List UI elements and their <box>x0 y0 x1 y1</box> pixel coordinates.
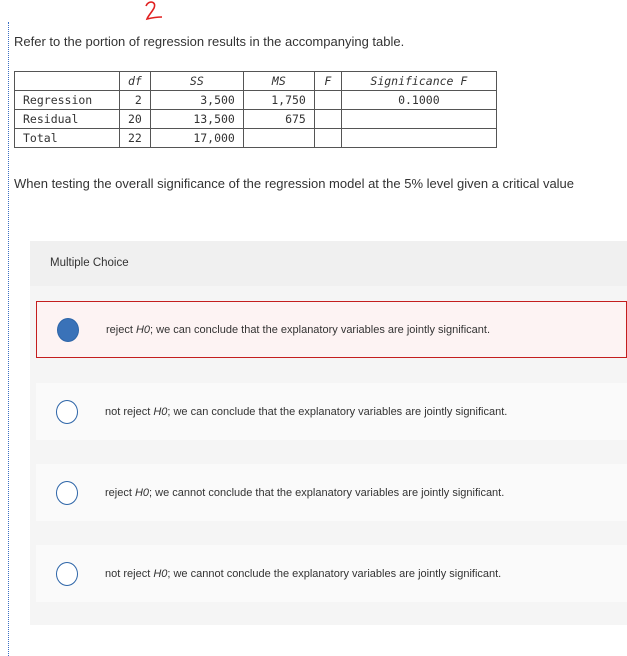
header-cell: Significance F <box>341 72 496 91</box>
choice-text <box>105 568 501 580</box>
header-cell: df <box>120 72 151 91</box>
significance-cell <box>341 110 496 129</box>
table-header-row <box>15 72 497 91</box>
choice-text <box>105 487 504 499</box>
question-prompt: Refer to the portion of regression results in the accompanying table. <box>14 34 405 49</box>
significance-cell: 0.1000 <box>341 91 496 110</box>
df-cell: 22 <box>120 129 151 148</box>
choice-text-post: ; we can conclude that the explanatory variables are jointly significant. <box>167 405 508 418</box>
table-row <box>15 91 497 110</box>
choice-option-4[interactable] <box>36 545 627 602</box>
header-cell: MS <box>243 72 314 91</box>
h0-symbol: H0 <box>153 567 168 580</box>
ms-cell <box>243 129 314 148</box>
significance-cell <box>341 129 496 148</box>
f-cell <box>314 110 341 129</box>
multiple-choice-panel <box>30 241 627 625</box>
row-label: Total <box>15 129 120 148</box>
choice-text-pre: not reject <box>105 567 154 580</box>
choice-text <box>106 324 490 336</box>
ss-cell: 13,500 <box>150 110 243 129</box>
f-cell <box>314 91 341 110</box>
choice-option-3[interactable] <box>36 464 627 521</box>
h0-symbol: H0 <box>153 405 168 418</box>
df-cell: 20 <box>120 110 151 129</box>
header-cell: SS <box>150 72 243 91</box>
choice-text-post: ; we can conclude that the explanatory variables are jointly significant. <box>150 323 490 336</box>
header-cell <box>15 72 120 91</box>
choice-text-pre: reject <box>105 486 135 499</box>
df-cell: 2 <box>120 91 151 110</box>
radio-selected-icon[interactable] <box>57 318 79 342</box>
multiple-choice-label: Multiple Choice <box>30 241 627 286</box>
f-cell <box>314 129 341 148</box>
row-label: Regression <box>15 91 120 110</box>
radio-unselected-icon[interactable] <box>56 481 78 505</box>
choice-text-post: ; we cannot conclude the explanatory variables are jointly significant. <box>167 567 502 580</box>
ms-cell: 675 <box>243 110 314 129</box>
radio-unselected-icon[interactable] <box>56 400 78 424</box>
h0-symbol: H0 <box>135 323 151 336</box>
handwritten-annotation <box>142 0 166 22</box>
ms-cell: 1,750 <box>243 91 314 110</box>
table-row <box>15 129 497 148</box>
header-cell: F <box>314 72 341 91</box>
question-text: When testing the overall significance of the regression model at the 5% level given a critical value <box>14 176 575 191</box>
ss-cell: 3,500 <box>150 91 243 110</box>
choice-text-post: ; we cannot conclude that the explanatory variables are jointly significant. <box>149 486 505 499</box>
ss-cell: 17,000 <box>150 129 243 148</box>
choice-option-2[interactable] <box>36 383 627 440</box>
regression-table <box>14 71 497 148</box>
left-border-line <box>8 22 9 656</box>
choice-text-pre: reject <box>106 323 136 336</box>
row-label: Residual <box>15 110 120 129</box>
choice-option-1[interactable] <box>36 301 627 358</box>
table-row <box>15 110 497 129</box>
h0-symbol: H0 <box>134 486 150 499</box>
radio-unselected-icon[interactable] <box>56 562 78 586</box>
choice-text-pre: not reject <box>105 405 154 418</box>
choice-text <box>105 406 507 418</box>
